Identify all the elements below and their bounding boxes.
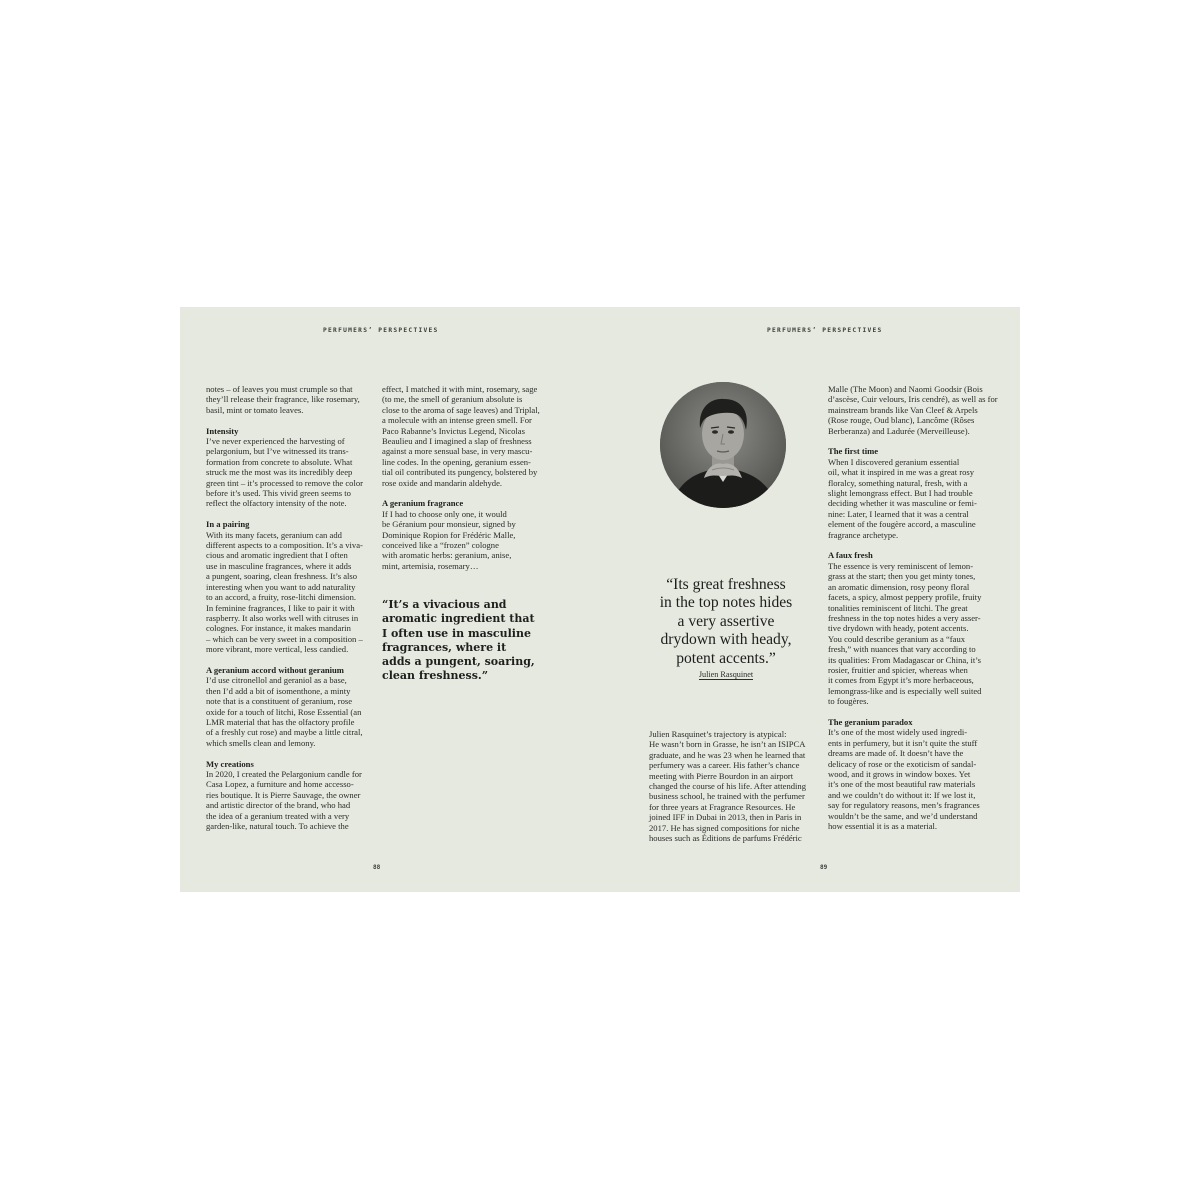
- text-line: dreams are made of. It doesn’t have the: [828, 748, 964, 759]
- text-line: fragrance archetype.: [828, 529, 899, 540]
- text-line: – which can be very sweet in a composition –: [206, 633, 363, 644]
- col1-pairing: [206, 530, 384, 655]
- quote-credit-name: Julien Rasquinet: [698, 670, 754, 679]
- text-line: be Géranium pour monsieur, signed by: [382, 519, 516, 530]
- text-line: for three years at Fragrance Resources. He: [649, 801, 796, 812]
- text-line: the idea of a geranium treated with a very: [206, 810, 350, 821]
- text-line: floralcy, something natural, fresh, with a: [828, 477, 968, 488]
- quote-line: “Its great freshness: [666, 576, 786, 593]
- running-head-left: PERFUMERS’ PERSPECTIVES: [323, 327, 439, 334]
- text-line: tive drydown with heady, potent accents.: [828, 623, 969, 634]
- text-line: Casa Lopez, a furniture and home accesso-: [206, 779, 354, 790]
- text-line: meeting with Pierre Bourdon in an airport: [649, 770, 794, 781]
- text-line: grass at the start; then you get minty tones,: [828, 571, 976, 582]
- text-line: In feminine fragrances, I like to pair it with: [206, 602, 355, 613]
- text-line: perfumery was a career. His father’s chance: [649, 760, 800, 771]
- text-line: with aromatic herbs: geranium, anise,: [382, 550, 512, 561]
- text-line: effect, I matched it with mint, rosemary, sage: [382, 384, 538, 394]
- text-line: Paco Rabanne’s Invictus Legend, Nicolas: [382, 425, 525, 436]
- text-line: line codes. In the opening, geranium essen-: [382, 456, 531, 467]
- text-line: business school, he trained with the perfumer: [649, 791, 805, 802]
- col4-paradox: [828, 727, 1008, 831]
- text-line: ents in perfumery, but it isn’t quite the stuff: [828, 737, 978, 748]
- section-heading-first-time: The first time: [828, 446, 879, 457]
- text-line: You could describe geranium as a “faux: [828, 633, 966, 644]
- col1-accord: [206, 675, 384, 748]
- text-line: to fougères.: [828, 696, 869, 707]
- text-line: wouldn’t be the same, and we’d understand: [828, 810, 978, 821]
- text-line: interesting when you want to add naturality: [206, 581, 356, 592]
- text-line: which smells clean and lemony.: [206, 737, 316, 748]
- text-line: ries boutique. It is Pierre Sauvage, the owner: [206, 789, 361, 800]
- col2-intro: [382, 384, 562, 488]
- text-line: rose oxide and mandarin aldehyde.: [382, 477, 503, 488]
- running-head-right: PERFUMERS’ PERSPECTIVES: [767, 327, 883, 334]
- text-line: it’s one of the most beautiful raw materials: [828, 779, 976, 790]
- text-line: LMR material that has the olfactory profile: [206, 716, 355, 727]
- text-line: mint, artemisia, rosemary…: [382, 560, 479, 571]
- text-line: tonalities reminiscent of litchi. The great: [828, 602, 968, 613]
- section-heading-fragrance: A geranium fragrance: [382, 498, 464, 509]
- text-line: note that is a constituent of geranium, rose: [206, 696, 353, 707]
- column-4: [828, 384, 1008, 831]
- text-line: an aromatic dimension, rosy peony floral: [828, 581, 970, 592]
- text-line: delicacy of rose or the exoticism of sandal-: [828, 758, 977, 769]
- text-line: use in masculine fragrances, where it adds: [206, 560, 352, 571]
- quote-credit: [642, 670, 810, 679]
- text-line: graduate, and he was 23 when he learned that: [649, 749, 806, 760]
- page-number-right: 89: [820, 864, 828, 871]
- text-line: nine: Later, I learned that it was a central: [828, 508, 969, 519]
- text-line: and we couldn’t do without it: If we lost it,: [828, 789, 976, 800]
- text-line: of a freshly cut rose) and maybe a little citral,: [206, 727, 363, 738]
- text-line: rosier, fruitier and spicier, whereas when: [828, 664, 968, 675]
- text-line: green tint – it’s processed to remove the color: [206, 477, 364, 488]
- text-line: struck me the most was its incredibly deep: [206, 467, 353, 478]
- text-line: slight lemongrass effect. But I had trouble: [828, 488, 973, 499]
- text-line: mainstream brands like Van Cleef & Arpels: [828, 404, 978, 415]
- col4-intro: [828, 384, 1008, 436]
- text-line: against a more sensual base, in very mascu-: [382, 446, 533, 457]
- section-heading-intensity: Intensity: [206, 425, 239, 436]
- text-line: Malle (The Moon) and Naomi Goodsir (Bois: [828, 384, 983, 394]
- text-line: freshness in the top notes hides a very asser-: [828, 612, 981, 623]
- text-line: formation from concrete to absolute. What: [206, 456, 353, 467]
- section-heading-pairing: In a pairing: [206, 519, 250, 530]
- pull-quote-left: [382, 598, 557, 684]
- text-line: (to me, the smell of geranium absolute is: [382, 394, 523, 405]
- text-line: wood, and it grows in window boxes. Yet: [828, 768, 971, 779]
- section-heading-accord: A geranium accord without geranium: [206, 664, 344, 675]
- text-line: conceived like a “frozen” cologne: [382, 540, 499, 551]
- text-line: d’ascèse, Cuir velours, Iris cendré), as well as for: [828, 394, 998, 405]
- text-line: Dominique Ropion for Frédéric Malle,: [382, 529, 516, 540]
- text-line: it comes from Egypt it’s more herbaceous,: [828, 675, 974, 686]
- text-line: (Rose rouge, Oud blanc), Lancôme (Rôses: [828, 415, 975, 426]
- text-line: 2017. He has signed compositions for niche: [649, 822, 800, 833]
- text-line: notes – of leaves you must crumple so that: [206, 384, 353, 394]
- text-line: then I’d add a bit of isomenthone, a minty: [206, 685, 351, 696]
- text-line: they’ll release their fragrance, like rosemary,: [206, 394, 360, 405]
- text-line: a molecule with an intense green smell. For: [382, 415, 532, 426]
- page-number-left: 88: [373, 864, 381, 871]
- col4-first: [828, 457, 1008, 540]
- text-line: reflect the olfactory intensity of the note.: [206, 498, 347, 509]
- text-line: oxide for a touch of litchi, Rose Essential (an: [206, 706, 362, 717]
- text-line: tial oil contributed its pungency, bolstered by: [382, 467, 538, 478]
- text-line: deciding whether it was masculine or femi-: [828, 498, 977, 509]
- pull-quote-right: [642, 576, 810, 668]
- quote-line: drydown with heady,: [660, 631, 792, 649]
- text-line: Berberanza) and Ladurée (Merveilleuse).: [828, 425, 970, 436]
- text-line: houses such as Éditions de parfums Frédéric: [649, 833, 802, 844]
- quote-line: I often use in masculine: [382, 626, 531, 640]
- col4-faux: [828, 561, 1008, 707]
- portrait-illustration: [660, 382, 786, 508]
- text-line: When I discovered geranium essential: [828, 456, 960, 467]
- col1-intensity: [206, 436, 384, 509]
- text-line: close to the aroma of sage leaves) and Triplal,: [382, 404, 540, 415]
- text-line: how essential it is as a material.: [828, 821, 938, 832]
- text-line: different aspects to a composition. It’s a viva-: [206, 540, 363, 551]
- text-line: a pungent, soaring, clean freshness. It’s also: [206, 571, 358, 582]
- text-line: before it’s used. This vivid green seems to: [206, 488, 351, 499]
- text-line: Beaulieu and I imagined a slap of freshness: [382, 436, 532, 447]
- text-line: element of the fougère accord, a masculine: [828, 519, 976, 530]
- section-heading-faux-fresh: A faux fresh: [828, 550, 873, 561]
- quote-line: aromatic ingredient that: [382, 612, 535, 626]
- text-line: pelargonium, but I’ve witnessed its trans-: [206, 446, 349, 457]
- text-line: The essence is very reminiscent of lemon-: [828, 560, 974, 571]
- text-line: If I had to choose only one, it would: [382, 508, 507, 519]
- quote-line: adds a pungent, soaring,: [382, 655, 535, 669]
- text-line: He wasn’t born in Grasse, he isn’t an ISIPCA: [649, 739, 806, 750]
- text-line: to an accord, a fruity, rose-litchi dimension.: [206, 592, 357, 603]
- quote-line: in the top notes hides: [659, 594, 793, 612]
- text-line: colognes. For instance, it makes mandarin: [206, 623, 351, 634]
- text-line: cious and aromatic ingredient that I often: [206, 550, 348, 561]
- text-line: basil, mint or tomato leaves.: [206, 404, 304, 415]
- text-line: and artistic director of the brand, who had: [206, 800, 351, 811]
- text-line: In 2020, I created the Pelargonium candle for: [206, 768, 362, 779]
- quote-line: fragrances, where it: [382, 640, 507, 654]
- section-heading-paradox: The geranium paradox: [828, 716, 913, 727]
- text-line: Julien Rasquinet’s trajectory is atypical:: [649, 729, 787, 739]
- text-line: fresh,” with nuances that vary according to: [828, 644, 976, 655]
- text-line: I’ve never experienced the harvesting of: [206, 436, 345, 447]
- quote-line: “It’s a vivacious and: [382, 598, 507, 611]
- section-heading-creations: My creations: [206, 758, 254, 769]
- quote-line: potent accents.”: [676, 649, 776, 667]
- text-line: With its many facets, geranium can add: [206, 529, 342, 540]
- column-1: [206, 384, 384, 831]
- text-line: oil, what it inspired in me was a great rosy: [828, 467, 975, 478]
- text-line: facets, a spicy, almost peppery profile, fruity: [828, 592, 982, 603]
- text-line: raspberry. It also works well with citruses in: [206, 612, 359, 623]
- text-line: its qualities: From Madagascar or China, it’s: [828, 654, 981, 665]
- text-line: changed the course of his life. After attending: [649, 781, 807, 792]
- quote-line: clean freshness.”: [382, 669, 489, 683]
- text-line: It’s one of the most widely used ingredi-: [828, 727, 968, 738]
- quote-line: a very assertive: [677, 612, 775, 630]
- text-line: garden-like, natural touch. To achieve the: [206, 821, 349, 831]
- col1-intro: [206, 384, 384, 415]
- text-line: I’d use citronellol and geraniol as a base,: [206, 675, 347, 686]
- col2-fragrance: [382, 509, 562, 571]
- text-line: say for regulatory reasons, men’s fragrances: [828, 800, 980, 811]
- column-2: [382, 384, 562, 571]
- col1-creations: [206, 769, 384, 831]
- portrait-photo: [660, 382, 786, 508]
- text-line: more vibrant, more vertical, less candied.: [206, 644, 349, 655]
- text-line: lemongrass-like and is especially well suited: [828, 685, 982, 696]
- magazine-spread: [180, 307, 1020, 892]
- column-3-bio: [649, 729, 827, 843]
- text-line: joined IFF in Dubai in 2013, then in Paris in: [649, 812, 802, 823]
